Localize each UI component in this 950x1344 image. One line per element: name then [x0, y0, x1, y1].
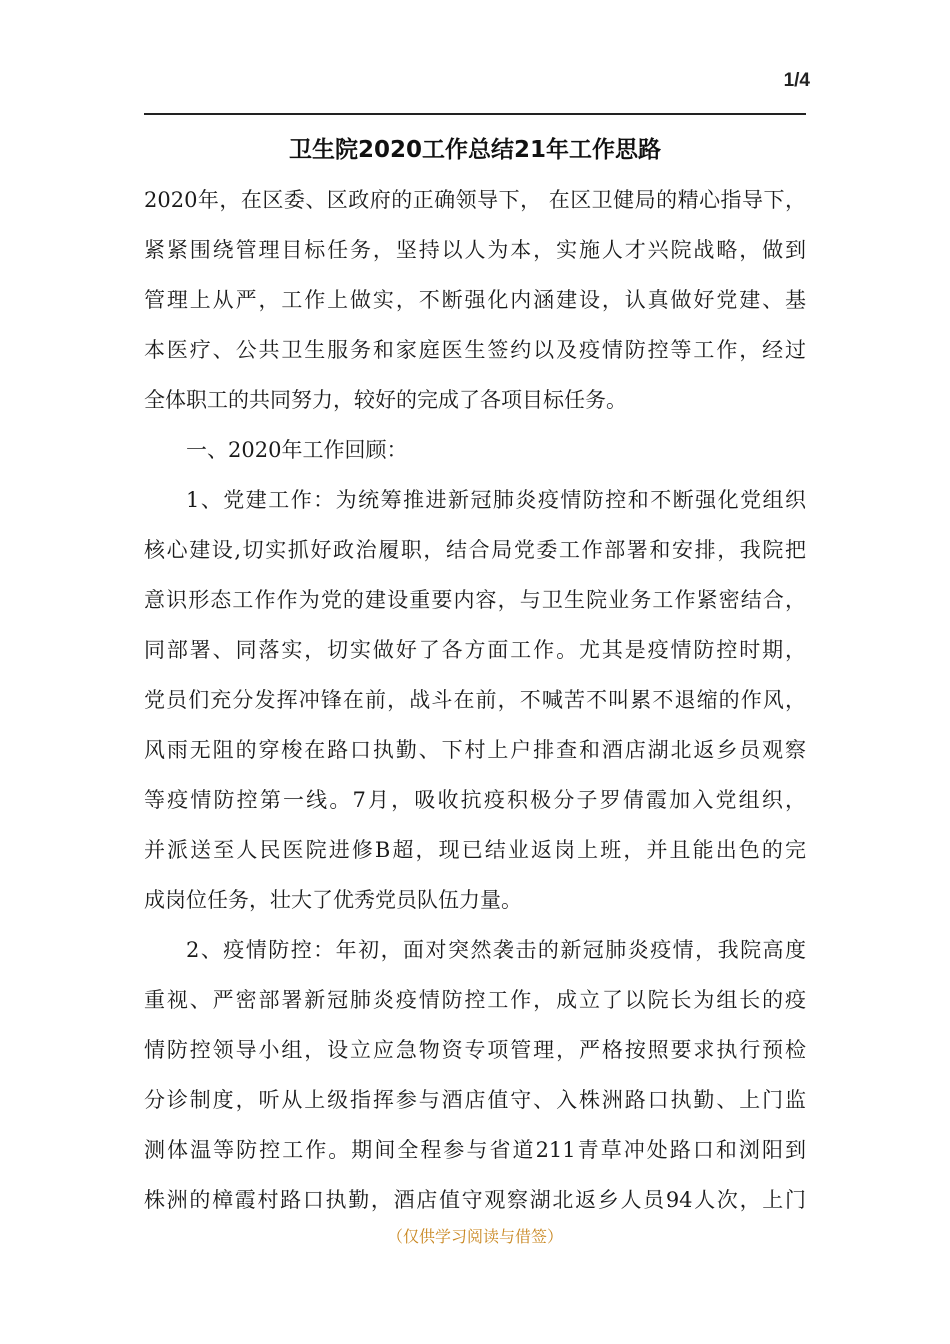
document-body: [144, 175, 806, 1225]
text-line: 2020年，在区委、区政府的正确领导下， 在区卫健局的精心指导下，: [144, 188, 806, 212]
text-line: 意识形态工作作为党的建设重要内容，与卫生院业务工作紧密结合，: [144, 588, 806, 612]
text-line: 同部署、同落实，切实做好了各方面工作。尤其是疫情防控时期，: [144, 638, 806, 662]
text-line: 成岗位任务，壮大了优秀党员队伍力量。: [144, 888, 522, 912]
text-line: 党员们充分发挥冲锋在前，战斗在前，不喊苦不叫累不退缩的作风，: [144, 688, 806, 712]
footer-note: （仅供学习阅读与借签）: [386, 1227, 563, 1246]
text-line: 分诊制度，听从上级指挥参与酒店值守、入株洲路口执勤、上门监: [144, 1088, 806, 1112]
text-line: 测体温等防控工作。期间全程参与省道211青草冲处路口和浏阳到: [144, 1138, 806, 1162]
text-line: 情防控领导小组，设立应急物资专项管理，严格按照要求执行预检: [144, 1038, 806, 1062]
text-line: 本医疗、公共卫生服务和家庭医生签约以及疫情防控等工作，经过: [144, 338, 806, 362]
text-line: 全体职工的共同努力，较好的完成了各项目标任务。: [144, 388, 627, 412]
text-line: 1、党建工作：为统筹推进新冠肺炎疫情防控和不断强化党组织: [186, 488, 806, 512]
text-line: 株洲的樟霞村路口执勤，酒店值守观察湖北返乡人员94人次，上门: [144, 1188, 806, 1212]
text-line: 核心建设,切实抓好政治履职，结合局党委工作部署和安排，我院把: [144, 538, 806, 562]
document-title: 卫生院2020工作总结21年工作思路: [288, 137, 662, 163]
text-line: 一、2020年工作回顾：: [186, 438, 408, 462]
text-line: 管理上从严，工作上做实，不断强化内涵建设，认真做好党建、基: [144, 288, 806, 312]
text-line: 2、疫情防控：年初，面对突然袭击的新冠肺炎疫情，我院高度: [186, 938, 806, 962]
text-line: 等疫情防控第一线。7月，吸收抗疫积极分子罗倩霞加入党组织，: [144, 788, 806, 812]
text-line: 并派送至人民医院进修B超，现已结业返岗上班，并且能出色的完: [144, 838, 806, 862]
header-divider: [144, 113, 806, 115]
text-line: 紧紧围绕管理目标任务，坚持以人为本，实施人才兴院战略，做到: [144, 238, 806, 262]
text-line: 重视、严密部署新冠肺炎疫情防控工作，成立了以院长为组长的疫: [144, 988, 806, 1012]
page-number: 1/4: [783, 70, 810, 91]
text-line: 风雨无阻的穿梭在路口执勤、下村上户排查和酒店湖北返乡员观察: [144, 738, 806, 762]
